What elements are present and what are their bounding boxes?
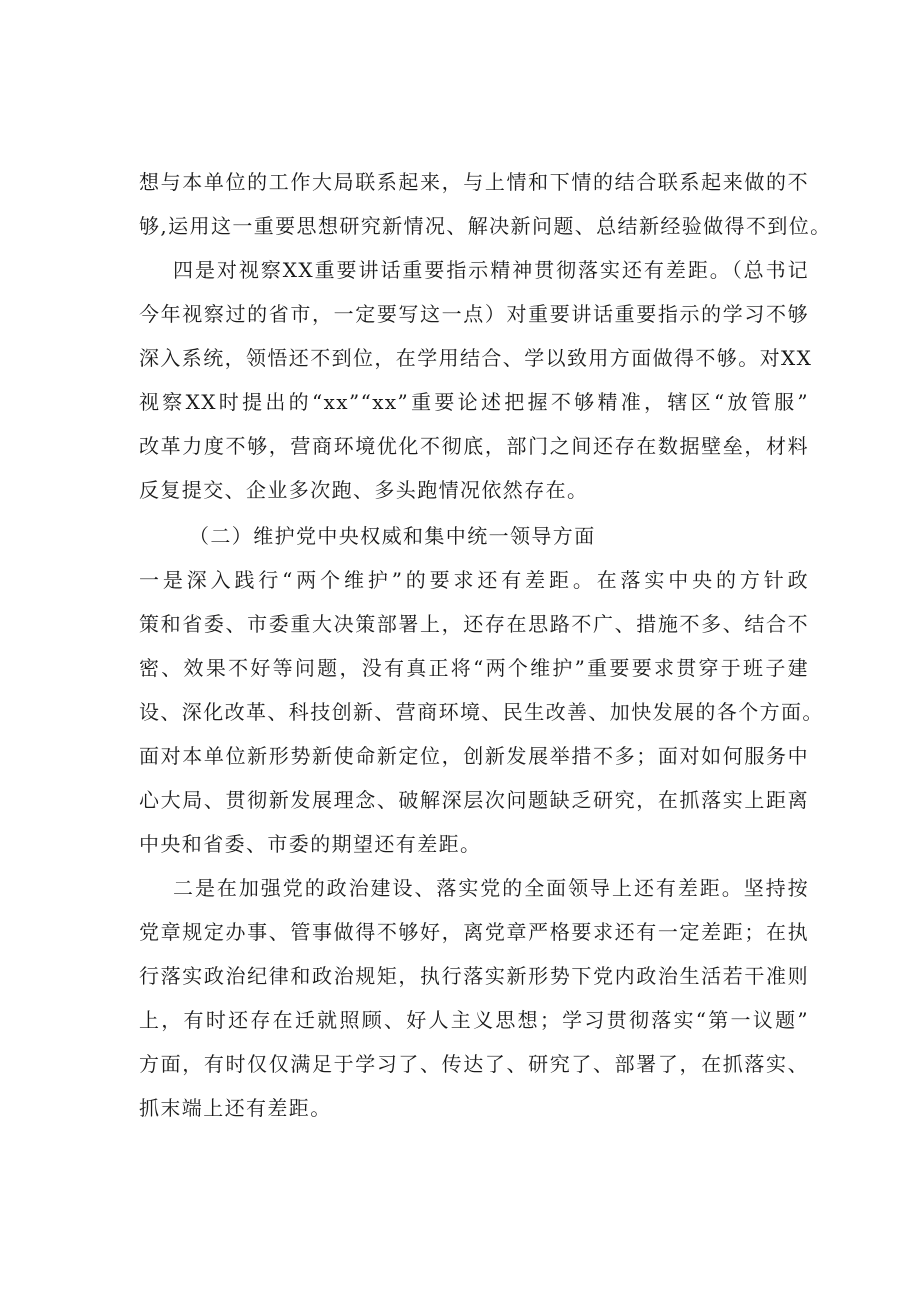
paragraph-line: 想与本单位的工作大局联系起来，与上情和下情的结合联系起来做的不 (139, 170, 809, 194)
paragraph-line: 一是深入践行“两个维护”的要求还有差距。在落实中央的方针政 (139, 568, 809, 592)
paragraph-line: 上，有时还存在迁就照顾、好人主义思想；学习贯彻落实“第一议题” (139, 1008, 809, 1032)
paragraph-line: 方面，有时仅仅满足于学习了、传达了、研究了、部署了，在抓落实、 (139, 1052, 809, 1076)
paragraph-line: 反复提交、企业多次跑、多头跑情况依然存在。 (139, 478, 589, 502)
paragraph-line: 够,运用这一重要思想研究新情况、解决新问题、总结新经验做得不到位。 (139, 214, 832, 238)
paragraph-line: 党章规定办事、管事做得不够好，离党章严格要求还有一定差距；在执 (139, 920, 809, 944)
paragraph-line: 心大局、贯彻新发展理念、破解深层次问题缺乏研究，在抓落实上距离 (139, 788, 809, 812)
paragraph-line: 密、效果不好等问题，没有真正将“两个维护”重要要求贯穿于班子建 (139, 656, 809, 680)
paragraph-line: 行落实政治纪律和政治规矩，执行落实新形势下党内政治生活若干准则 (139, 964, 809, 988)
paragraph-line: 中央和省委、市委的期望还有差距。 (139, 832, 482, 856)
paragraph-line: 今年视察过的省市，一定要写这一点）对重要讲话重要指示的学习不够 (139, 302, 809, 326)
paragraph-line: 抓末端上还有差距。 (139, 1096, 332, 1120)
paragraph-line: 面对本单位新形势新使命新定位，创新发展举措不多；面对如何服务中 (139, 744, 809, 768)
paragraph-line: 二是在加强党的政治建设、落实党的全面领导上还有差距。坚持按 (173, 876, 809, 900)
paragraph-line: 改革力度不够，营商环境优化不彻底，部门之间还存在数据壁垒，材料 (139, 434, 809, 458)
paragraph-line: 四是对视察XX重要讲话重要指示精神贯彻落实还有差距。（总书记 (173, 258, 809, 282)
paragraph-line: 视察XX时提出的“xx”“xx”重要论述把握不够精准，辖区“放管服” (139, 390, 809, 414)
paragraph-line: 设、深化改革、科技创新、营商环境、民生改善、加快发展的各个方面。 (139, 700, 824, 724)
section-heading: （二）维护党中央权威和集中统一领导方面 (189, 524, 596, 548)
paragraph-line: 策和省委、市委重大决策部署上，还存在思路不广、措施不多、结合不 (139, 612, 809, 636)
paragraph-line: 深入系统，领悟还不到位，在学用结合、学以致用方面做得不够。对XX (139, 346, 813, 370)
